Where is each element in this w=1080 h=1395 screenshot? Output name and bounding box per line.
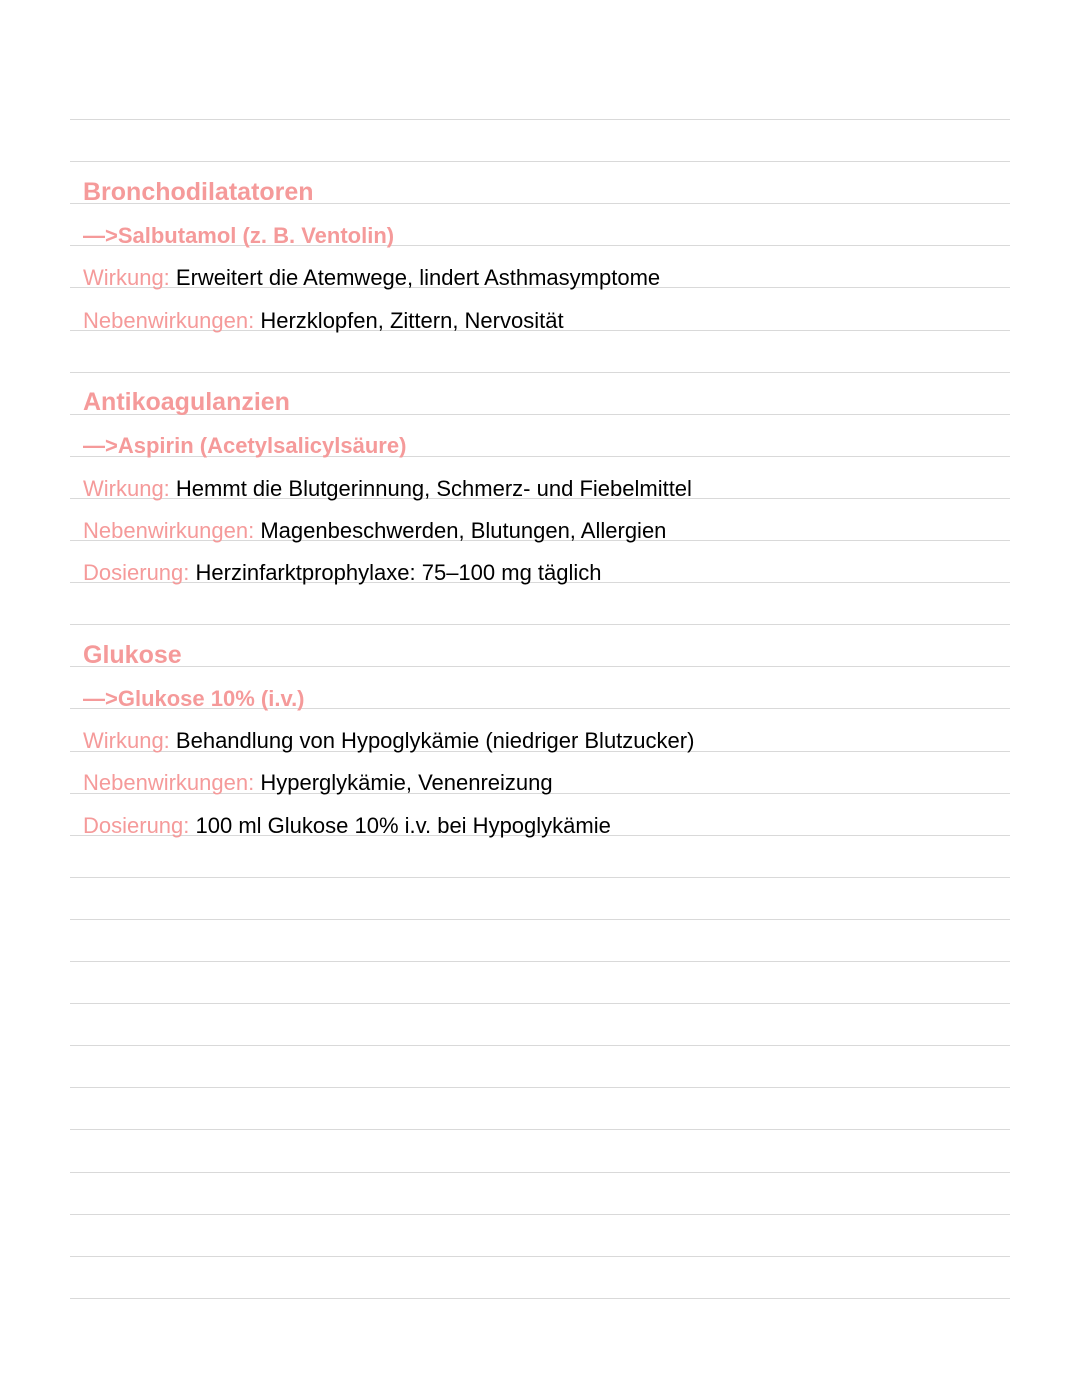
ruled-line bbox=[70, 624, 1010, 625]
ruled-line bbox=[70, 1087, 1010, 1088]
field-dosierung bbox=[83, 562, 602, 584]
ruled-line bbox=[70, 372, 1010, 373]
field-nebenwirkungen bbox=[83, 310, 564, 332]
field-nebenwirkungen bbox=[83, 520, 666, 542]
drug-name-salbutamol: —>Salbutamol (z. B. Ventolin) bbox=[83, 223, 395, 248]
field-wirkung bbox=[83, 478, 692, 500]
field-value: Hemmt die Blutgerinnung, Schmerz- und Fiebelmittel bbox=[175, 476, 692, 501]
field-label: Nebenwirkungen: bbox=[83, 308, 255, 333]
ruled-line bbox=[70, 961, 1010, 962]
ruled-line bbox=[70, 1045, 1010, 1046]
ruled-line bbox=[70, 1003, 1010, 1004]
field-label: Wirkung: bbox=[83, 728, 170, 753]
ruled-line bbox=[70, 1256, 1010, 1257]
ruled-line bbox=[70, 1172, 1010, 1173]
field-label: Dosierung: bbox=[83, 813, 190, 838]
ruled-line bbox=[70, 1298, 1010, 1299]
ruled-line bbox=[70, 1214, 1010, 1215]
field-value: 100 ml Glukose 10% i.v. bei Hypoglykämie bbox=[195, 813, 611, 838]
field-dosierung bbox=[83, 815, 611, 837]
field-value: Erweitert die Atemwege, lindert Asthmasymptome bbox=[175, 265, 661, 290]
field-value: Herzklopfen, Zittern, Nervosität bbox=[260, 308, 564, 333]
field-label: Dosierung: bbox=[83, 560, 190, 585]
ruled-line bbox=[70, 1129, 1010, 1130]
section-heading-antikoagulanzien: Antikoagulanzien bbox=[83, 388, 290, 416]
field-label: Nebenwirkungen: bbox=[83, 770, 255, 795]
field-wirkung bbox=[83, 267, 660, 289]
ruled-line bbox=[70, 119, 1010, 120]
drug-name-aspirin: —>Aspirin (Acetylsalicylsäure) bbox=[83, 433, 407, 458]
ruled-line bbox=[70, 161, 1010, 162]
section-heading-bronchodilatatoren: Bronchodilatatoren bbox=[83, 178, 314, 206]
field-label: Nebenwirkungen: bbox=[83, 518, 255, 543]
field-wirkung bbox=[83, 730, 694, 752]
field-value: Behandlung von Hypoglykämie (niedriger Blutzucker) bbox=[175, 728, 695, 753]
field-label: Wirkung: bbox=[83, 476, 170, 501]
field-value: Herzinfarktprophylaxe: 75–100 mg täglich bbox=[195, 560, 602, 585]
field-value: Magenbeschwerden, Blutungen, Allergien bbox=[260, 518, 667, 543]
section-heading-glukose: Glukose bbox=[83, 641, 182, 669]
ruled-line bbox=[70, 877, 1010, 878]
field-nebenwirkungen bbox=[83, 772, 553, 794]
drug-name-glukose: —>Glukose 10% (i.v.) bbox=[83, 686, 305, 711]
field-value: Hyperglykämie, Venenreizung bbox=[260, 770, 553, 795]
field-label: Wirkung: bbox=[83, 265, 170, 290]
ruled-line bbox=[70, 919, 1010, 920]
ruled-line bbox=[70, 666, 1010, 667]
